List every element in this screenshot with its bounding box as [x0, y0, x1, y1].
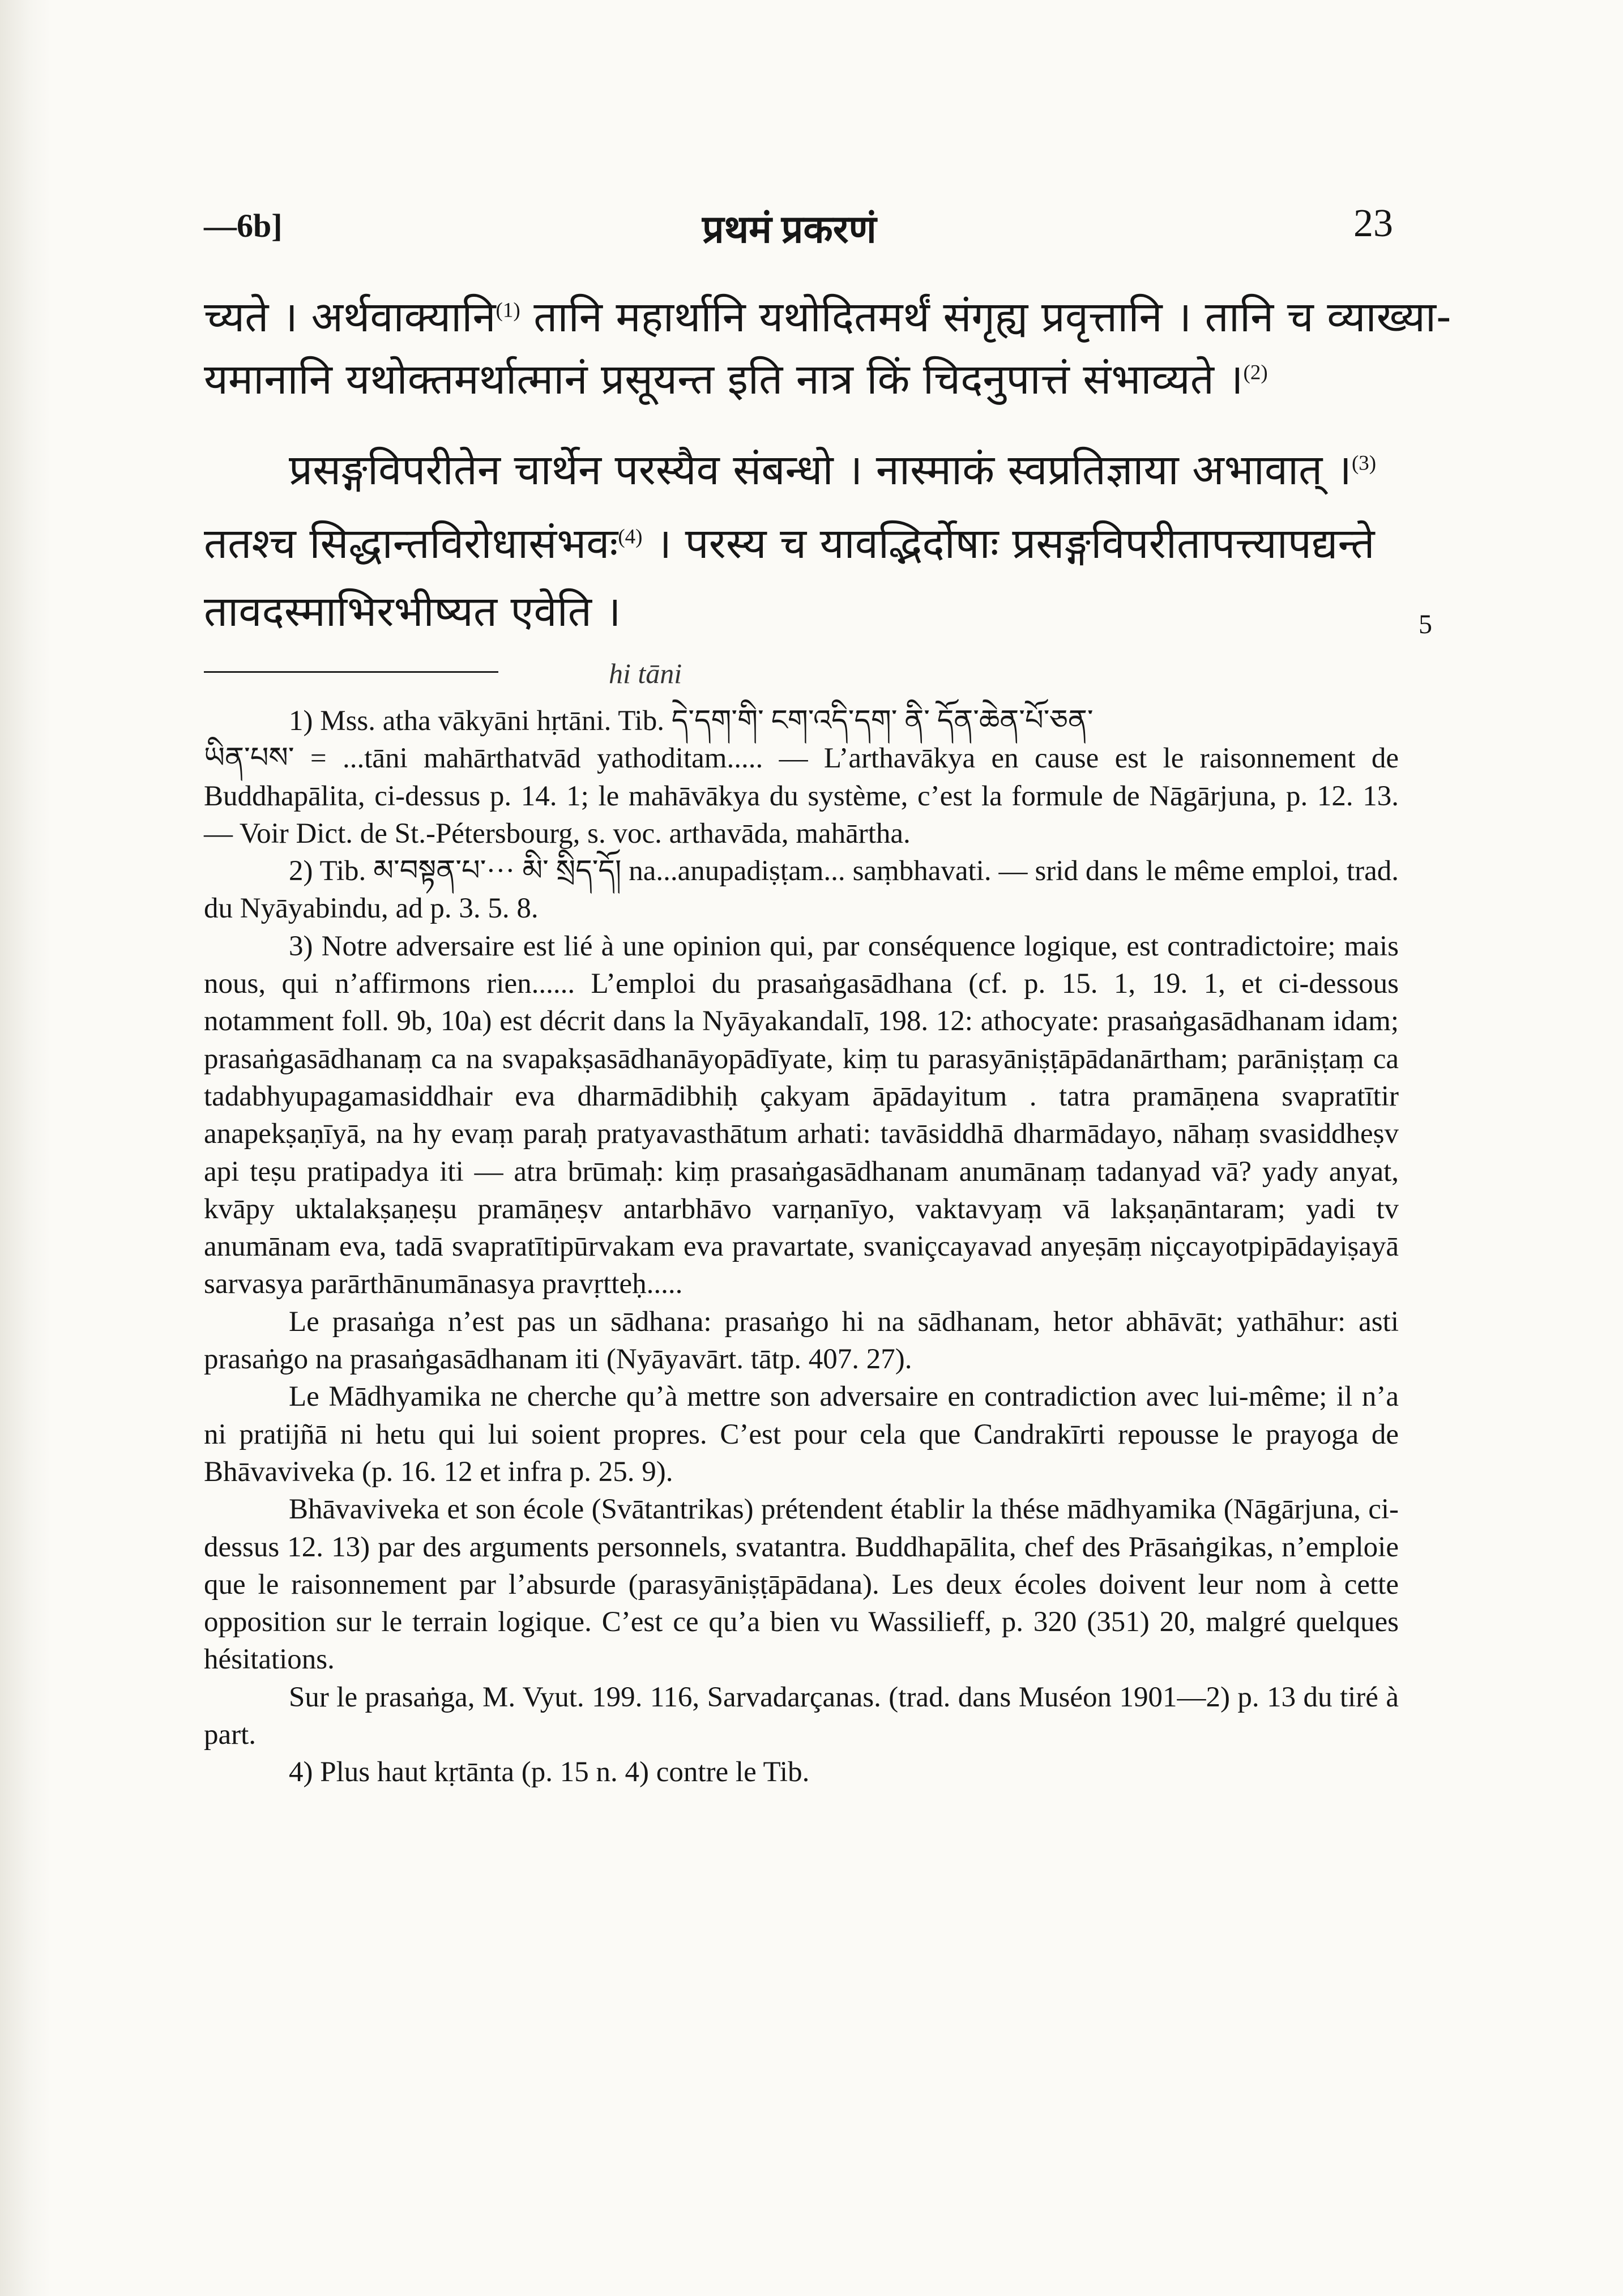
- section-ref: —6b]: [204, 207, 283, 244]
- footnote-3-para-4: Bhāvaviveka et son école (Svātantrikas) prétendent établir la thése mādhyamika (Nāgārjuna, ci-dessus 12. 13) par des arguments personnels, svatantra. Buddhapālita, chef des Prāsaṅgikas, n’emploie que le raisonnement par l’absurde (parasyāniṣṭāpādana). Les deux écoles doivent leur nom à cette opposition sur le terrain logique. C’est ce qu’a bien vu Wassilieff, p. 320 (351) 20, malgré quelques hésitations.: [204, 1493, 1399, 1676]
- footnote-3-para-1: 3) Notre adversaire est lié à une opinion qui, par conséquence logique, est contradictoire; mais nous, qui n’affirmons rien...... L’emploi du prasaṅgasādhana (cf. p. 15. 1, 19. 1, et ci-dessous notamment foll. 9b, 10a) est décrit dans la Nyāyakandalī, 198. 12: athocyate: prasaṅgasādhanam idam; prasaṅgasādhanaṃ ca na svapakṣasādhanāyopādīyate, kiṃ tu parasyāniṣṭāpādanārtham; parāniṣṭaṃ ca tadabhyupagamasiddhair eva dharmādibhiḥ çakyam āpādayitum . tatra pramāṇena svapratītir anapekṣaṇīyā, na hy evaṃ paraḥ pratyavasthātum arhati: tavāsiddhā dharmādayo, nāhaṃ svasiddheṣv api teṣu pratipadya iti — atra brūmaḥ: kiṃ prasaṅgasādhanam anumānaṃ tadanyad vā? yady anyat, kvāpy uktalakṣaṇeṣu pramāṇeṣv antarbhāvo varṇanīyo, vaktavyaṃ vā lakṣaṇāntaram; yadi tv anumānam eva, tadā svapratītipūrvakam eva pravartate, svaniçcayavad anyeṣāṃ niçcayotpipādayiṣayā sarvasya parārthānumānasya pravṛtteḥ.....: [204, 930, 1399, 1300]
- sanskrit-line-4: ततश्च सिद्धान्तविरोधासंभवः$^{(4)}$ । परस्य च यावद्भिर्दोषाः प्रसङ्गविपरीतापत्त्यापद्यन्ते: [204, 519, 1375, 568]
- sanskrit-line-3: प्रसङ्गविपरीतेन चार्थेन परस्यैव संबन्धो । नास्माकं स्वप्रतिज्ञाया अभावात् ।$^{(3)}$: [289, 446, 1377, 494]
- scan-edge: [0, 0, 51, 2296]
- footnote-2: 2) Tib. མ་བསྟན་པ་··· མི་ སྲིད་དོ། na...anupadiṣṭam... saṃbhavati. — srid dans le même emploi, trad. du Nyāyabindu, ad p. 3. 5. 8.: [204, 855, 1399, 925]
- chapter-title: प्रथमं प्रकरणं: [702, 208, 877, 251]
- sanskrit-line-5: तावदस्माभिरभीष्यत एवेति ।: [204, 587, 621, 636]
- sanskrit-line-2: यमानानि यथोक्तमर्थात्मानं प्रसूयन्त इति नात्र किं चिदनुपात्तं संभाव्यते ।$^{(2)}$: [204, 355, 1268, 404]
- sanskrit-line-1: च्यते । अर्थवाक्यानि$^{(1)}$ तानि महार्थानि यथोदितमर्थं संगृह्य प्रवृत्तानि । तानि च व्याख्या-: [204, 293, 1451, 342]
- handwritten-annotation: hi tāni: [609, 658, 682, 689]
- footnote-1-body: ཡིན་པས་ = ...tāni mahārthatvād yathoditam..... — L’arthavākya en cause est le raisonnement de Buddhapālita, ci-dessus p. 14. 1; le mahāvākya du système, c’est la formule de Nāgārjuna, p. 12. 13. — Voir Dict. de St.-Pétersbourg, s. voc. arthavāda, mahārtha.: [204, 742, 1399, 850]
- line-number: 5: [1419, 609, 1432, 639]
- footnote-3-para-2: Le prasaṅga n’est pas un sādhana: prasaṅgo hi na sādhanam, hetor abhāvāt; yathāhur: asti prasaṅgo na prasaṅgasādhanam iti (Nyāyavārt. tātp. 407. 27).: [204, 1305, 1399, 1376]
- footnote-rule: [204, 671, 498, 673]
- running-header: [204, 201, 1393, 252]
- footnotes: [204, 702, 1399, 1791]
- footnote-3-para-3: Le Mādhyamika ne cherche qu’à mettre son adversaire en contradiction avec lui-même; il n’a ni pratijñā ni hetu qui lui soient propres. C’est pour cela que Candrakīrti repousse le prayoga de Bhāvaviveka (p. 16. 12 et infra p. 25. 9).: [204, 1381, 1399, 1488]
- page-number: 23: [1353, 202, 1393, 245]
- footnote-4: 4) Plus haut kṛtānta (p. 15 n. 4) contre le Tib.: [289, 1756, 810, 1789]
- footnote-1-line-1: 1) Mss. atha vākyāni hṛtāni. Tib. དེ་དག་གི་ ངག་འདི་དག་ ནི་ དོན་ཆེན་པོ་ཅན་: [289, 705, 1094, 737]
- footnote-3-para-5: Sur le prasaṅga, M. Vyut. 199. 116, Sarvadarçanas. (trad. dans Muséon 1901—2) p. 13 du tiré à part.: [204, 1681, 1399, 1751]
